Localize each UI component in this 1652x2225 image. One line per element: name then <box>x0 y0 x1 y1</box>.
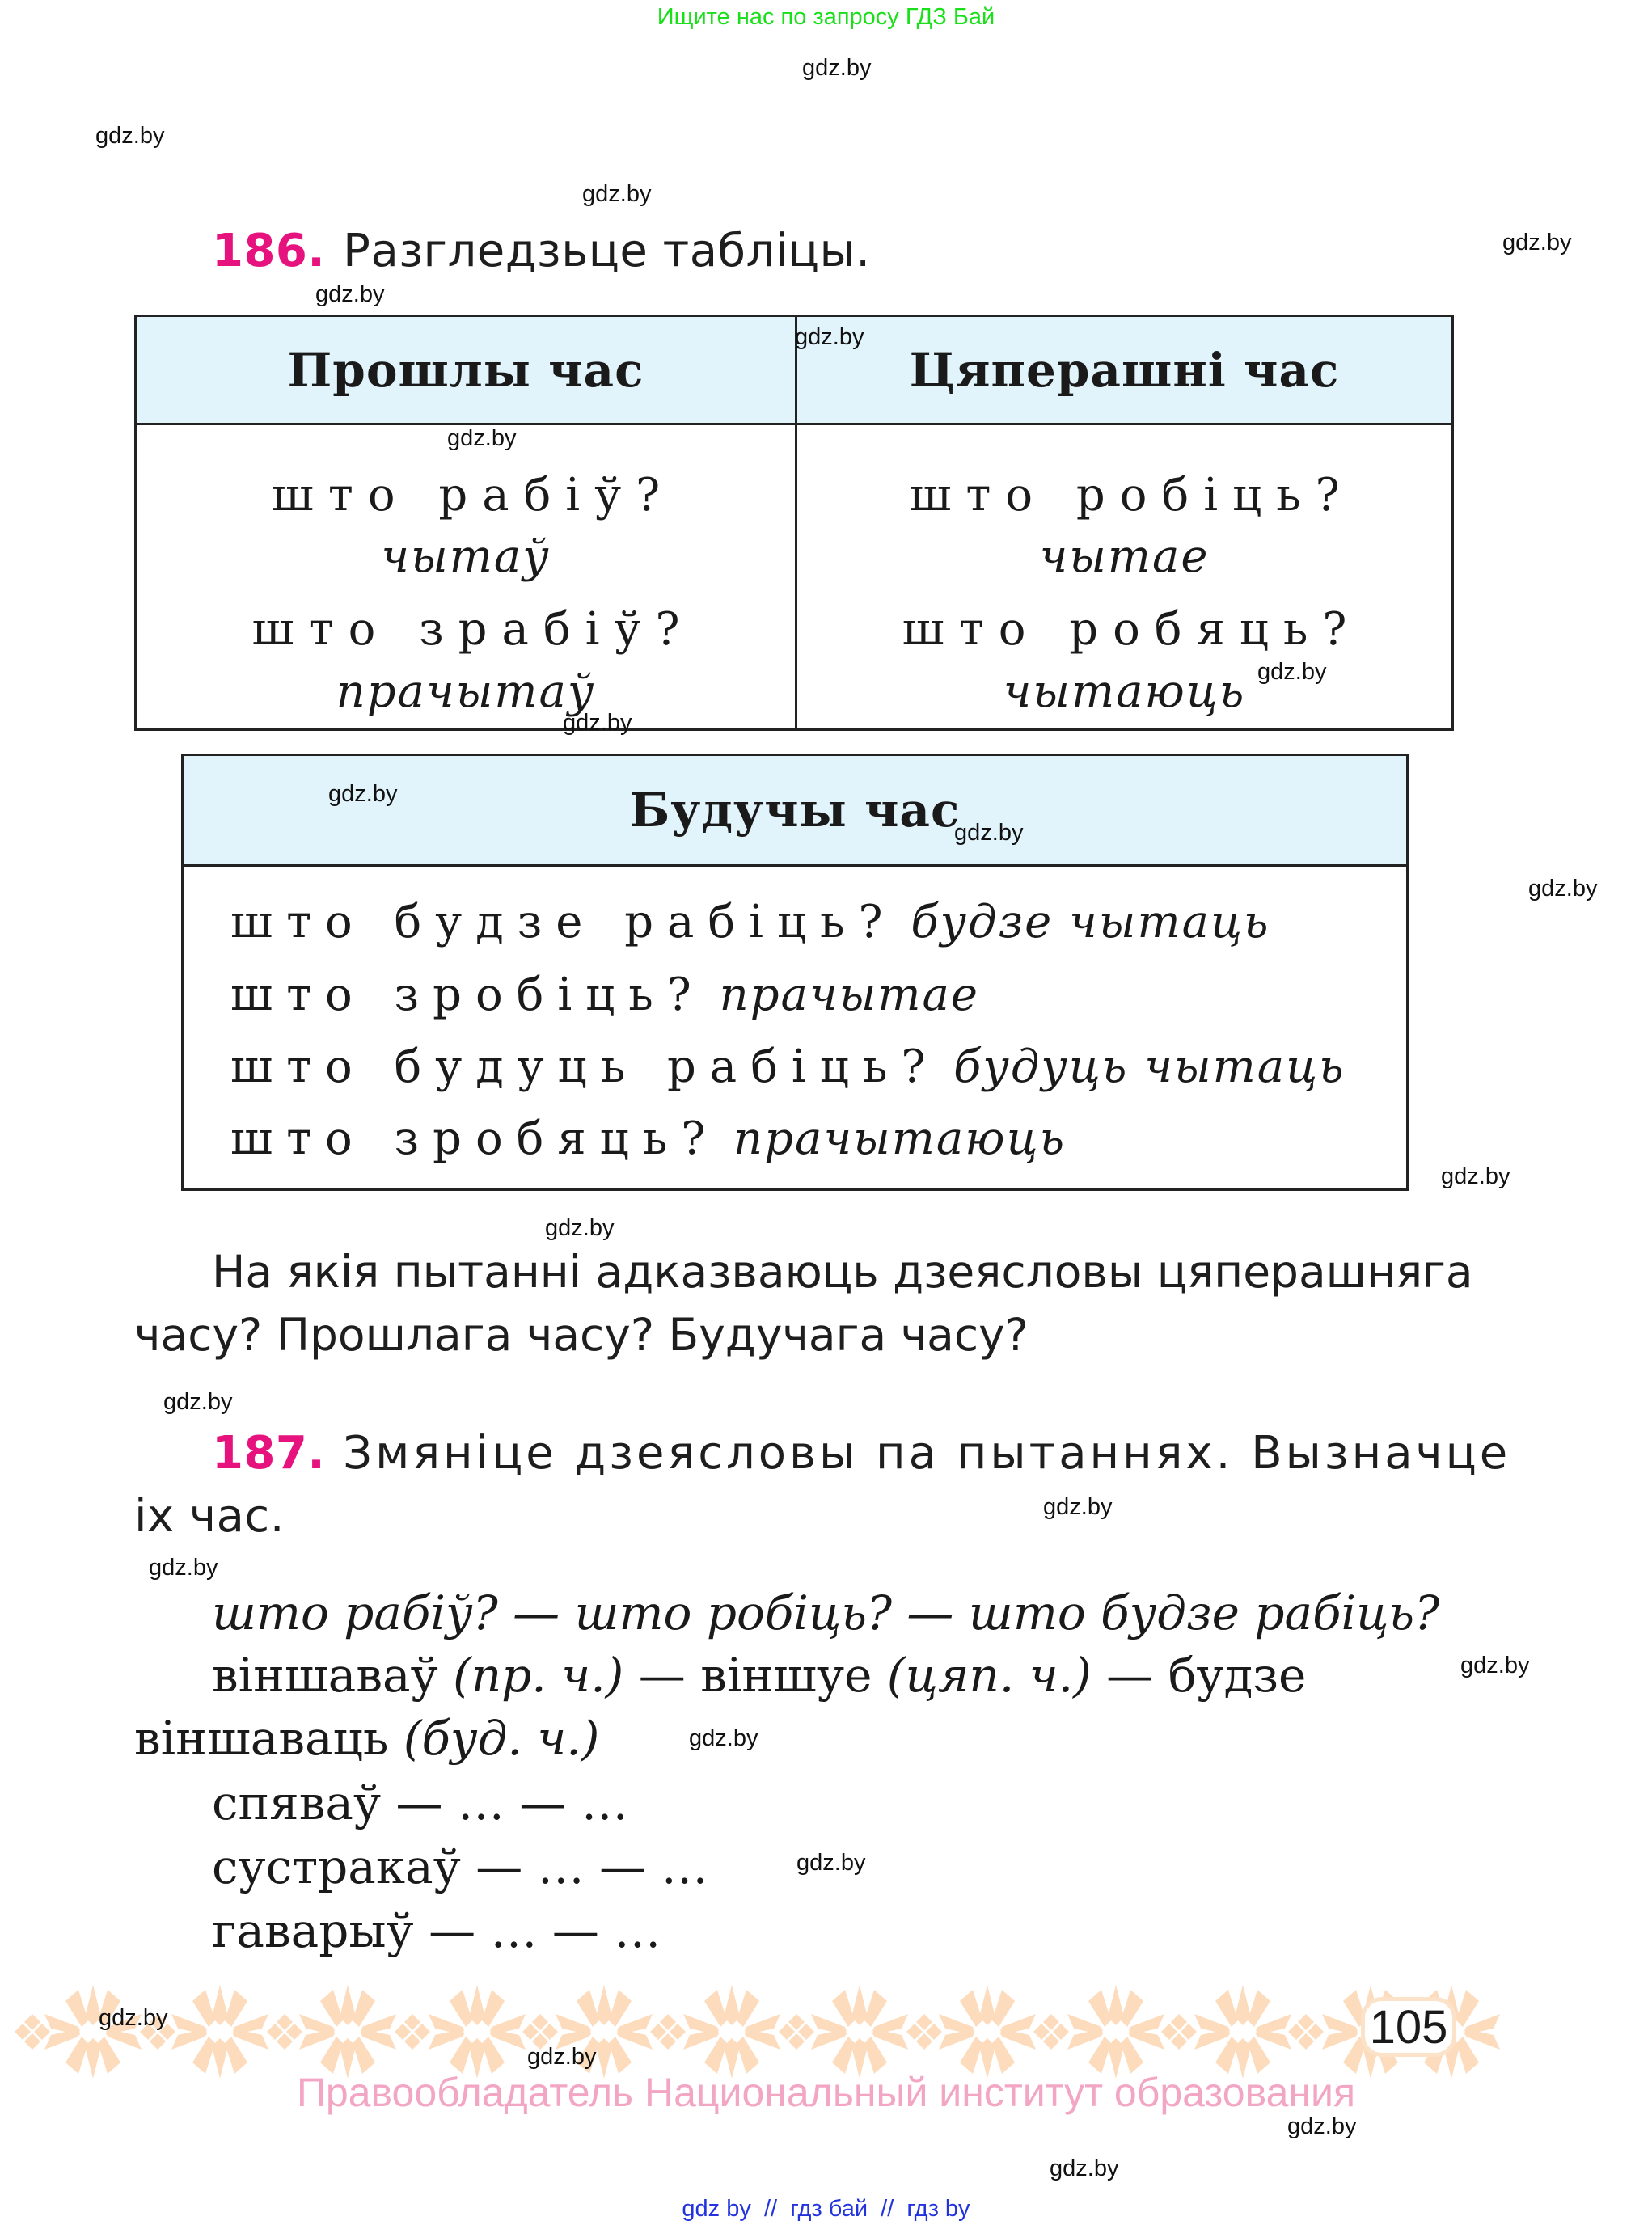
answer-text: прачытаюць <box>733 1112 1067 1165</box>
watermark: gdz.by <box>802 55 872 81</box>
example-word-future: віншаваць <box>134 1711 389 1766</box>
task-blanks: — … — … <box>475 1839 708 1894</box>
future-row <box>230 1041 1346 1093</box>
watermark: gdz.by <box>582 181 652 207</box>
question-text: што зробяць? <box>230 1112 720 1165</box>
exercise-instruction: Разгледзьце табліцы. <box>343 225 871 277</box>
dash: — <box>1106 1648 1154 1703</box>
question-text: што будзе рабіць? <box>230 896 897 948</box>
question-text: што будуць рабіць? <box>230 1041 940 1093</box>
question-paragraph-line-1: На якія пытанні адказваюць дзеясловы цяперашняга <box>212 1246 1473 1298</box>
question-line: што робяць? <box>902 603 1362 656</box>
watermark: gdz.by <box>796 1850 866 1876</box>
tense-table-future <box>181 754 1409 1191</box>
task-blanks: — … — … <box>395 1775 628 1830</box>
question-line: што робіць? <box>909 469 1354 521</box>
task-line <box>212 1775 628 1830</box>
answer-text: будуць чытаць <box>953 1041 1346 1093</box>
exercise-instruction-continued: іх час. <box>134 1490 285 1543</box>
task-word: спяваў <box>212 1775 382 1830</box>
watermark: gdz.by <box>1528 876 1598 901</box>
exercise-instruction: Змяніце дзеясловы па пытаннях. Вызначце <box>343 1427 1511 1480</box>
past-tense-column <box>137 425 795 728</box>
answer-line: чытаў <box>381 530 551 583</box>
watermark: gdz.by <box>1050 2155 1119 2181</box>
example-word-present: віншуе <box>700 1648 872 1703</box>
copyright-notice: Правообладатель Национальный институт образования <box>296 2070 1356 2115</box>
watermark: gdz.by <box>99 2005 168 2031</box>
question-line: што рабіў? <box>271 469 675 521</box>
header-future-tense: Будучы час <box>629 783 961 838</box>
present-tense-column <box>797 425 1451 728</box>
answer-text: прачытае <box>719 969 979 1021</box>
future-row <box>230 896 1270 948</box>
watermark: gdz.by <box>95 123 165 149</box>
dash: — <box>638 1648 686 1703</box>
exercise-187-heading <box>212 1427 1511 1480</box>
watermark: gdz.by <box>954 820 1024 846</box>
task-word: гаварыў <box>212 1903 414 1958</box>
tense-mark-future: (буд. ч.) <box>403 1711 600 1766</box>
footer-links[interactable]: gdz by // гдз бай // гдз by <box>682 2196 970 2222</box>
task-line <box>212 1903 661 1958</box>
watermark: gdz.by <box>689 1725 758 1751</box>
tense-mark-past: (пр. ч.) <box>453 1648 624 1703</box>
question-paragraph-line-2: часу? Прошлага часу? Будучага часу? <box>134 1309 1029 1361</box>
answer-line: прачытаў <box>336 665 596 718</box>
tense-mark-present: (цяп. ч.) <box>886 1648 1092 1703</box>
search-banner[interactable]: Ищите нас по запросу ГДЗ Бай <box>657 4 995 30</box>
task-word: сустракаў <box>212 1839 461 1894</box>
watermark: gdz.by <box>1043 1494 1113 1520</box>
answer-line: чытае <box>1039 530 1210 583</box>
future-row <box>230 969 979 1021</box>
task-blanks: — … — … <box>429 1903 661 1958</box>
question-line: што зрабіў? <box>251 603 695 656</box>
watermark: gdz.by <box>328 781 398 807</box>
answer-line: чытаюць <box>1003 665 1246 718</box>
watermark: gdz.by <box>1460 1653 1530 1678</box>
pattern-line <box>212 1585 1440 1640</box>
watermark: gdz.by <box>563 710 632 736</box>
watermark: gdz.by <box>163 1389 233 1415</box>
example-word-future-aux: будзе <box>1168 1648 1307 1703</box>
watermark: gdz.by <box>1441 1163 1510 1189</box>
example-line <box>212 1648 1307 1703</box>
exercise-186-heading <box>212 225 871 277</box>
table-header-row <box>137 317 1451 425</box>
exercise-number: 186. <box>212 225 326 277</box>
future-row <box>230 1112 1067 1165</box>
watermark: gdz.by <box>545 1215 615 1241</box>
watermark: gdz.by <box>527 2044 597 2070</box>
header-present-tense: Цяперашні час <box>909 342 1340 398</box>
watermark: gdz.by <box>447 425 517 451</box>
table-header-row <box>184 756 1406 867</box>
pattern-text: што рабіў? — што робіць? — што будзе рабіць? <box>212 1585 1440 1640</box>
watermark: gdz.by <box>149 1555 218 1581</box>
example-word-past: віншаваў <box>212 1648 438 1703</box>
watermark: gdz.by <box>1502 230 1572 255</box>
page-number: 105 <box>1361 1997 1456 2057</box>
task-line <box>212 1839 708 1894</box>
watermark: gdz.by <box>1287 2113 1357 2139</box>
question-text: што зробіць? <box>230 969 705 1021</box>
exercise-number: 187. <box>212 1427 326 1480</box>
answer-text: будзе чытаць <box>911 896 1270 948</box>
watermark: gdz.by <box>315 281 385 307</box>
header-past-tense: Прошлы час <box>287 342 644 398</box>
watermark: gdz.by <box>795 324 864 350</box>
example-line-continued <box>134 1711 600 1766</box>
tense-table-past-present <box>134 315 1454 731</box>
watermark: gdz.by <box>1257 659 1327 685</box>
